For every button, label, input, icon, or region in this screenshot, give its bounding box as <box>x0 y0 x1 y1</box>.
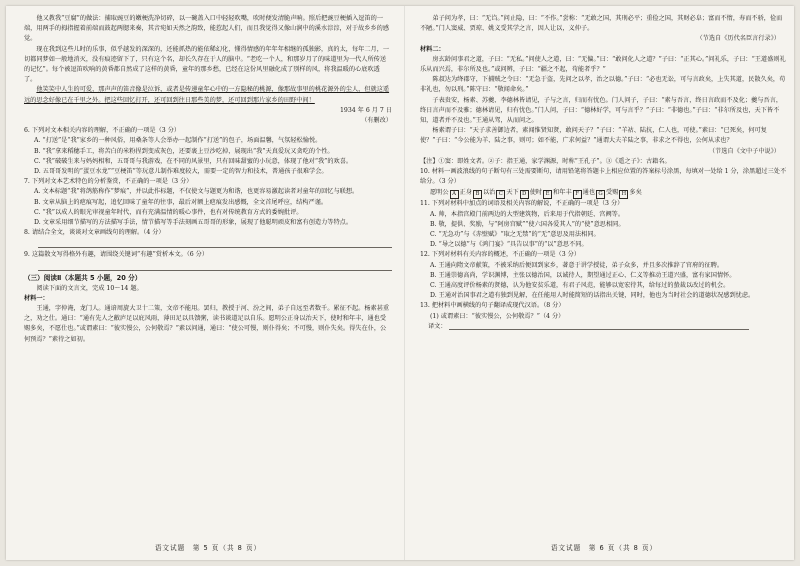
question-7-stem: 7. 下列对文本艺术特色的分析鉴赏，不正确的一项是（3 分） <box>24 178 193 186</box>
page-fold <box>404 6 405 560</box>
material-2-paragraph: 陈叔达为绛郡守，下捕贼之令曰：“无急于盗，先问之以孝，治之以德。”子曰：“必也无讼，可与言政矣，上失其道，民散久矣，苟非礼也，勿以刑。”陈守曰：“敬闻命矣。” <box>420 76 786 94</box>
choice-box-e[interactable]: E <box>543 190 552 199</box>
sentence-segment: 和 <box>553 189 560 197</box>
section-3-heading: （三）阅读Ⅱ（本题共 5 小题，20 分） <box>24 273 142 282</box>
translation-answer-line[interactable] <box>449 322 749 330</box>
question-7-option: B. 文章从脑上的疤痕写起，追忆回味了童年的往事，最后对额上疤痕发出感慨，全文首尾呼应，结构严谨。 <box>34 198 328 206</box>
sentence-segment: 使 <box>529 189 536 197</box>
translation-line <box>420 322 788 332</box>
exam-sheet <box>6 6 794 560</box>
choice-box-d[interactable]: D <box>520 190 529 199</box>
question-13-item: (1) 或谓素曰：“彼实慢公，公何敬焉？”（4 分） <box>430 312 565 320</box>
underlined-sentence: 他笑笑中人生的可爱，那声声的笛音像是泣诉，或者是传递童年心中的一方隐秘的桃源，像那故事里的桃花源外的尘人，但就这遥远的思念好像已在千里之外。把这些回忆打开，还可回到往日那些美的梦，还可回到那片家乡的田野中间！ <box>24 86 390 104</box>
section-3-intro: 阅读下面的文言文，完成 10～14 题。 <box>36 284 143 292</box>
material-1-text: 王通，字仲淹，龙门人。通谙周旋大卫十二策，文帝不能用。罢归，教授于河、汾之间，弟子自远至者数千。累征不起。杨素甚重之，劝之仕。通曰：“通有先人之敝庐足以庇风雨，薄田足以具馈粥，读书谈道足以自乐。愿明公正身以治天下，使时和年丰，通也受赐多矣，不愿仕也。”或谓素曰：“彼实慢公，公何敬焉？”素以问通，通曰：“使公可慢，则仆得矣；不可慢，则仆失矣。得失在仆，公何预焉？”素待之如初。 <box>24 305 390 343</box>
source-citation: （节选自《历代名臣言行录》） <box>696 35 780 43</box>
page-footer: 语文试题 第 6 页（共 8 页） <box>550 544 658 552</box>
page-footer: 语文试题 第 5 页（共 8 页） <box>154 544 262 552</box>
question-11-option: B. 敬，提供、奖励，与“阿房宫赋”“使六国各爱其人”的“使”意思相同。 <box>430 220 625 228</box>
sentence-segment: 多 <box>629 189 636 197</box>
source-citation: （节选自《文中子中说》） <box>708 147 780 155</box>
question-6-option: B. “我”拿来稻穗手工，将苦白的米粉捏到变成灰色，还要裹上豆沙吃掉，展现出“我”天真爱玩又贪吃的个性。 <box>34 147 334 155</box>
question-12-option: D. 王通对治国事君之道有独到见解，在任能用人时能简短的话指出关键，同时，他也为当时社会的道德状况感到忧虑。 <box>430 292 755 300</box>
material-2-paragraph: 子表贵安，杨素、苏夔、李德林皆请见，子与之言，归而有忧色。门人问子，子曰：“素与吾言，终日言政而不及化；夔与吾言，终日言声而不及雅；德林请见，归有忧色。”门人问，子曰：“德林好学，可与言乎？”子曰：“非德也。”子曰：“非尔所及也，天下皆不知，道者并不及也。”王通从驾，从而问之。 <box>420 96 783 125</box>
translation-label: 译文： <box>428 322 447 330</box>
choice-box-b[interactable]: B <box>473 190 482 199</box>
punctuation-choice-line <box>420 187 788 199</box>
choice-box-a[interactable]: A <box>450 190 459 199</box>
choice-box-f[interactable]: F <box>573 190 582 199</box>
sentence-segment: 下 <box>512 189 519 197</box>
choice-box-h[interactable]: H <box>619 190 628 199</box>
question-7-option: C. “我”以成人的眼光审视童年时代，而有充满温情的暖心事件，也有对传统教育方式的委婉批评。 <box>34 208 303 216</box>
question-11-option: C. “无急功”与《赤壁赋》“取之无禁”的“无”意思及用法相同。 <box>430 231 600 239</box>
question-6-stem: 6. 下列对文本相关内容的理解，不正确的一项是（3 分） <box>24 127 181 135</box>
answer-line[interactable] <box>38 239 392 248</box>
right-page <box>420 14 788 552</box>
sentence-segment: 正 <box>459 189 466 197</box>
sentence-segment: 治 <box>489 189 496 197</box>
question-6-option: A. “打送”是“我”家乡的一种风俗，用桑条等人会举办一起制作“打送”的包子，场面温馨，气氛轻松愉悦。 <box>34 137 322 145</box>
question-12-stem: 12. 下列对材料有关内容的概述，不正确的一项是（3 分） <box>420 251 581 259</box>
passage-note: （有删改） <box>361 117 392 125</box>
question-7-option: A. 文本标题“我”将鸽筋称作“梦痕”，并以此作标题，不仅使文与题更为和谐，也更容易激起读者对童年的回忆与联想。 <box>34 188 359 196</box>
material-2-paragraph: 杨素谓子曰：“天子求善御边者，素闻惟贤知贤，敢问天子？”子曰：“羊祜、陆抗，仁人也，可使。”素曰：“已死矣，何可复使？”子曰：“今公能为羊、陆之事，则可；如不能，广求何益？”通谓大夫羊陆之事，非求之不得也，公何从求也？ <box>420 127 767 145</box>
sentence-segment: 年 <box>559 189 566 197</box>
choice-box-g[interactable]: G <box>596 190 605 199</box>
sentence-segment: 受 <box>606 189 613 197</box>
question-12-option: A. 王通向隋文帝献策，不被采纳后便回到家乡，著意于讲学授徒，弟子众多，并且多次推辞了官府的征聘。 <box>430 261 724 269</box>
sentence-segment: 丰 <box>565 189 572 197</box>
sentence-segment: 赐 <box>612 189 619 197</box>
question-9-stem: 9. 这篇散文写得格外有趣，请围绕关键词“有趣”赏析本文。（6 分） <box>24 251 209 259</box>
sentence-segment: 通 <box>582 189 589 197</box>
question-12-option: B. 王通崇德高尚，学识渊博，主张以德治国，以诚待人，期望通过正心、仁义等推动王道兴盛，富有家国情怀。 <box>430 271 736 279</box>
sentence-segment: 愿明公 <box>430 189 449 197</box>
material-2-label: 材料二： <box>420 45 445 53</box>
sentence-segment: 以 <box>482 189 490 197</box>
question-8-stem: 8. 请结合全文，谈谈对文章画线句的理解。（4 分） <box>24 229 165 237</box>
material-2-paragraph: 房玄龄问事君之道，子曰：“无私。”问使人之道，曰：“无偏。”曰：“敢问化人之道？”子曰：“正其心。”问礼乐，子曰：“王道盛则礼乐从而兴焉，非尔所及也。”或问辨，子曰：“疆之不起，苟能者乎？” <box>420 55 786 74</box>
sentence-segment: 身 <box>465 189 472 197</box>
answer-line[interactable] <box>38 262 392 271</box>
passage-paragraph: 现在我到这些儿时的乐事，似乎越发的深深的，还能抓热的能依稀幻化，懂得情感的年年年相继的孤独影，真的太，每年二月，一切都同梦如一般地消灭，没有痕迹留下了，只有这个名，却长久存在于人的脑中。“老吃一个人，和那岁月了的味道里为一代人所传送的记忆”。每个被逗笛吹响的黄昏都自然成了这样的黄昏，童年的那乡愁，已经在这份风里融化成了别样的风，将我温暖的心底吹透了。 <box>24 45 390 84</box>
sentence-segment: 矣 <box>635 189 642 197</box>
left-page <box>24 14 392 552</box>
question-13-stem: 13. 把材料中画横线的句子翻译成现代汉语。（8 分） <box>420 302 565 310</box>
passage-paragraph: 他又教我“豆腐”的做法：捕取豌豆的嫩梗洗净切碎，以一碗盖入口中轻轻吹嘴，吹时便发清脆声响。照后把豌豆梗插入逗笛的一端，用两手的拇指握着前端而鼓起两腮来奏，其音宛如天然之韵致，能惹起人们，而且我觉得又像山涧中的溪水淙淙，对于故乡乡的感觉。 <box>24 15 390 43</box>
passage-date: 1934 年 6 月 7 日 <box>339 106 392 114</box>
question-12-option: C. 王通高度评价杨素的贤德，认为他安贫乐道，有君子风范，能够以宽宏待其，给每过的蛰裁以改过的机会。 <box>430 282 730 290</box>
question-10-stem: 10. 材料一画波浪线的句子断句有三处需要断句，请用铅笔将答题卡上相应位置的答案标号涂黑，每填对一处给 1 分，涂黑超过三处不给分。（3 分） <box>420 168 787 186</box>
question-11-option: A. 帅，本指宫殿门前两边的大型建筑物，后来用于代指朝廷、宫阙等。 <box>430 210 625 218</box>
annotation-note: 【注】①窦：即姓文者。②子：指王通，家学渊源，时称“王孔子”。③《遥之子》：古籍名。 <box>420 157 671 165</box>
material-1-label: 材料一： <box>24 294 49 302</box>
sentence-segment: 天 <box>506 189 513 197</box>
question-11-option: D. “导之以德”与《鸿门宴》“具告以事”的“以”意思不同。 <box>430 241 588 249</box>
material-1-continued: 弟子问为孝，曰：“无诌。”问止隐，曰：“不作。”尝称：“无敢之国，其刑必平；重俭之国，其财必阜；富而不惰，寿而不骄，俭而不陋。”门人窦威、贾琼、姚义受其学之言，因人让以，义仲子。 <box>420 15 783 33</box>
choice-box-c[interactable]: C <box>496 190 505 199</box>
question-11-stem: 11. 下列对材料中加点的词语及相关内容的解说，不正确的一项是（3 分） <box>420 200 624 208</box>
question-7-option: D. 文章采用细节描写的方法描写手法，情节描写等手法刻画五哥哥的形象，展现了他聪明顽皮和富有创造力等特点。 <box>34 219 353 227</box>
question-6-option: D. 五哥哥发明的“蛋豆水龙”“豆梗笛”等玩意儿制作难度较大，需要一定的智力和技术，普通孩子很难学会。 <box>34 168 328 176</box>
sentence-segment: 时 <box>535 189 543 197</box>
question-6-option: C. “我”破破生来与妈妈相和，五哥哥与我游戏，在不同的风景里，只有回味甜蜜的小玩意，体现了他对“我”的欢喜。 <box>34 157 353 165</box>
sentence-segment: 也 <box>588 189 595 197</box>
